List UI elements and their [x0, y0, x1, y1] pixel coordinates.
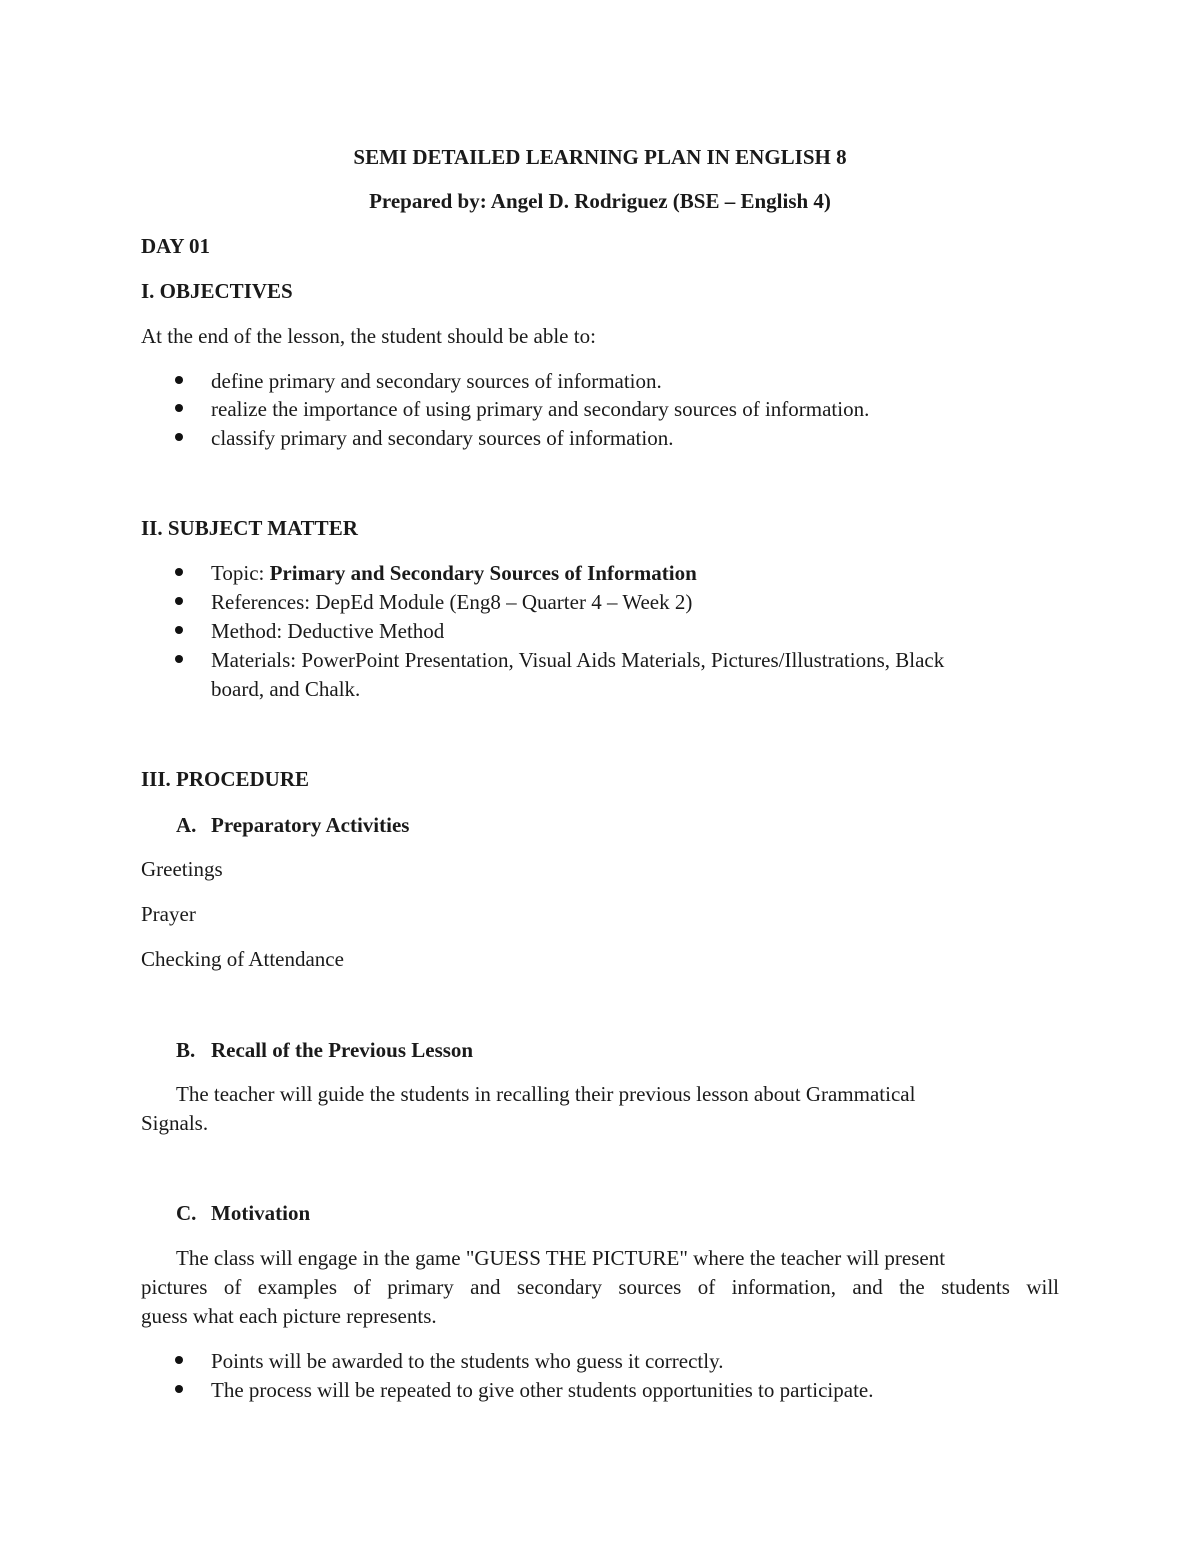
bullet-icon [175, 433, 183, 441]
objectives-heading: I. OBJECTIVES [141, 279, 293, 303]
section-c-title: Motivation [211, 1201, 311, 1225]
recall-text: The teacher will guide the students in recalling their previous lesson about Grammatical [176, 1082, 916, 1106]
bullet-icon [175, 655, 183, 663]
section-b-title: Recall of the Previous Lesson [211, 1038, 474, 1062]
activity-item: Greetings [141, 857, 223, 881]
objectives-intro: At the end of the lesson, the student should be able to: [141, 324, 596, 348]
section-a-letter: A. [176, 813, 197, 837]
bullet-icon [175, 568, 183, 576]
objective-item: define primary and secondary sources of information. [211, 369, 662, 393]
motivation-text-cont: pictures of examples of primary and secondary sources of information, and the students will [141, 1275, 1059, 1299]
motivation-text: The class will engage in the game "GUESS THE PICTURE" where the teacher will present [176, 1246, 946, 1270]
activity-item: Checking of Attendance [141, 947, 344, 971]
topic-label: Topic: [211, 561, 270, 585]
bullet-icon [175, 626, 183, 634]
document-title: SEMI DETAILED LEARNING PLAN IN ENGLISH 8 [353, 145, 847, 169]
subject-topic [211, 563, 697, 584]
motivation-bullet: Points will be awarded to the students who guess it correctly. [211, 1349, 724, 1373]
procedure-heading: III. PROCEDURE [141, 767, 310, 791]
day-label: DAY 01 [141, 234, 211, 258]
topic-value: Primary and Secondary Sources of Information [269, 561, 697, 585]
motivation-bullet: The process will be repeated to give other students opportunities to participate. [211, 1378, 874, 1402]
section-c-letter: C. [176, 1201, 197, 1225]
section-a-title: Preparatory Activities [211, 813, 410, 837]
subject-matter-heading: II. SUBJECT MATTER [141, 516, 358, 540]
objective-item: realize the importance of using primary and secondary sources of information. [211, 397, 870, 421]
bullet-icon [175, 1356, 183, 1364]
subject-references: References: DepEd Module (Eng8 – Quarter 4 – Week 2) [211, 590, 693, 614]
bullet-icon [175, 597, 183, 605]
prepared-by: Prepared by: Angel D. Rodriguez (BSE – English 4) [369, 189, 831, 213]
subject-materials-cont: board, and Chalk. [211, 677, 361, 701]
recall-text-cont: Signals. [141, 1111, 209, 1135]
activity-item: Prayer [141, 902, 196, 926]
bullet-icon [175, 376, 183, 384]
section-b-letter: B. [176, 1038, 196, 1062]
bullet-icon [175, 1385, 183, 1393]
bullet-icon [175, 404, 183, 412]
objective-item: classify primary and secondary sources of information. [211, 426, 674, 450]
subject-method: Method: Deductive Method [211, 619, 445, 643]
motivation-text-end: guess what each picture represents. [141, 1304, 437, 1328]
subject-materials: Materials: PowerPoint Presentation, Visual Aids Materials, Pictures/Illustrations, Black [211, 648, 945, 672]
